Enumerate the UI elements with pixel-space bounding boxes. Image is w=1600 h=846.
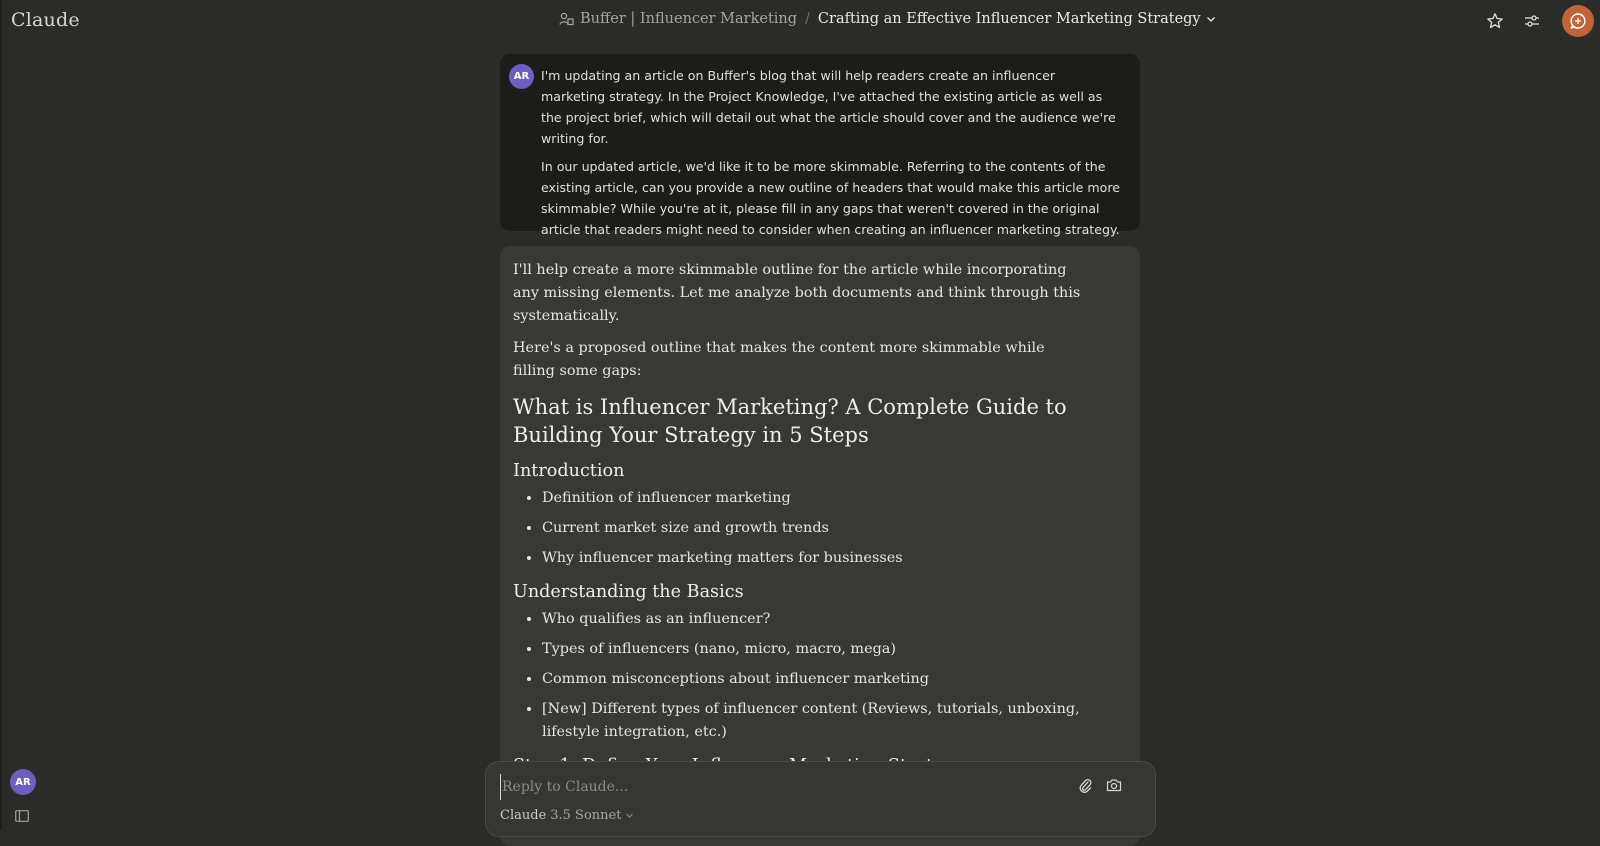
attach-button[interactable] (1074, 774, 1096, 796)
breadcrumb (559, 11, 1216, 27)
user-message (500, 54, 1140, 237)
user-paragraph: In our updated article, we'd like it to be more skimmable. Referring to the contents of the existing article, can you provide a new outline of headers that would make this article more skimmable? While you're at it, please fill in any gaps that weren't covered in the original article that readers might need to consider when creating an influencer marketing strategy. (541, 159, 1120, 237)
list-item: • [New] Different types of influencer content (Reviews, tutorials, unboxing, lifestyle integration, etc.) (542, 698, 1083, 744)
project-name: Buffer | Influencer Marketing (580, 11, 798, 27)
chevron-down-icon (625, 812, 634, 819)
sliders-icon (1523, 12, 1541, 30)
section-heading: Introduction (513, 461, 625, 481)
project-icon (559, 12, 574, 26)
assistant-paragraph: I'll help create a more skimmable outline for the article while incorporating any missing elements. Let me analyze both documents and think through this systematically. (513, 262, 1081, 324)
chevron-down-icon (1206, 15, 1216, 23)
model-selector[interactable] (500, 808, 634, 823)
section-list (513, 487, 1083, 570)
breadcrumb-separator: / (805, 11, 810, 27)
model-name: Claude (500, 808, 547, 823)
section-heading: Understanding the Basics (513, 582, 744, 602)
outline-title: What is Influencer Marketing? A Complete Guide to Building Your Strategy in 5 Steps (513, 395, 1067, 447)
reply-input[interactable] (500, 774, 1064, 800)
sidebar-toggle-button[interactable] (15, 810, 29, 822)
star-button[interactable] (1482, 8, 1508, 34)
sidebar-toggle-icon (15, 810, 29, 822)
breadcrumb-project[interactable] (559, 11, 797, 27)
chat-plus-icon (1569, 12, 1587, 30)
list-item: • Current market size and growth trends (542, 517, 1083, 540)
user-avatar: AR (509, 64, 534, 89)
list-item: • Why influencer marketing matters for businesses (542, 547, 1083, 570)
account-avatar[interactable]: AR (10, 769, 36, 795)
user-message-text (541, 65, 1121, 247)
chat-title: Crafting an Effective Influencer Marketing Strategy (817, 11, 1201, 27)
new-chat-button[interactable] (1562, 5, 1594, 37)
screenshot-button[interactable] (1103, 774, 1125, 796)
list-item: • Common misconceptions about influencer marketing (542, 668, 1083, 691)
reply-composer (485, 761, 1156, 837)
star-icon (1486, 12, 1504, 30)
assistant-message-text (513, 259, 1083, 782)
chat-title-dropdown[interactable] (818, 11, 1216, 27)
paperclip-icon (1078, 777, 1092, 793)
assistant-paragraph: Here's a proposed outline that makes the content more skimmable while filling some gaps: (513, 340, 1045, 379)
chat-settings-button[interactable] (1519, 8, 1545, 34)
section-list (513, 608, 1083, 744)
camera-icon (1106, 778, 1122, 792)
sidebar-edge (0, 0, 2, 830)
top-bar (0, 0, 1600, 44)
list-item: • Types of influencers (nano, micro, macro, mega) (542, 638, 1083, 661)
list-item: • Who qualifies as an influencer? (542, 608, 1083, 631)
assistant-message (500, 246, 1140, 846)
claude-logo[interactable]: Claude (11, 9, 80, 31)
model-version: 3.5 Sonnet (550, 808, 622, 823)
list-item: • Definition of influencer marketing (542, 487, 1083, 510)
user-paragraph: I'm updating an article on Buffer's blog that will help readers create an influencer marketing strategy. In the Project Knowledge, I've attached the existing article as well as the project brief, which will detail out what the article should cover and the audience we're writing for. (541, 68, 1116, 146)
